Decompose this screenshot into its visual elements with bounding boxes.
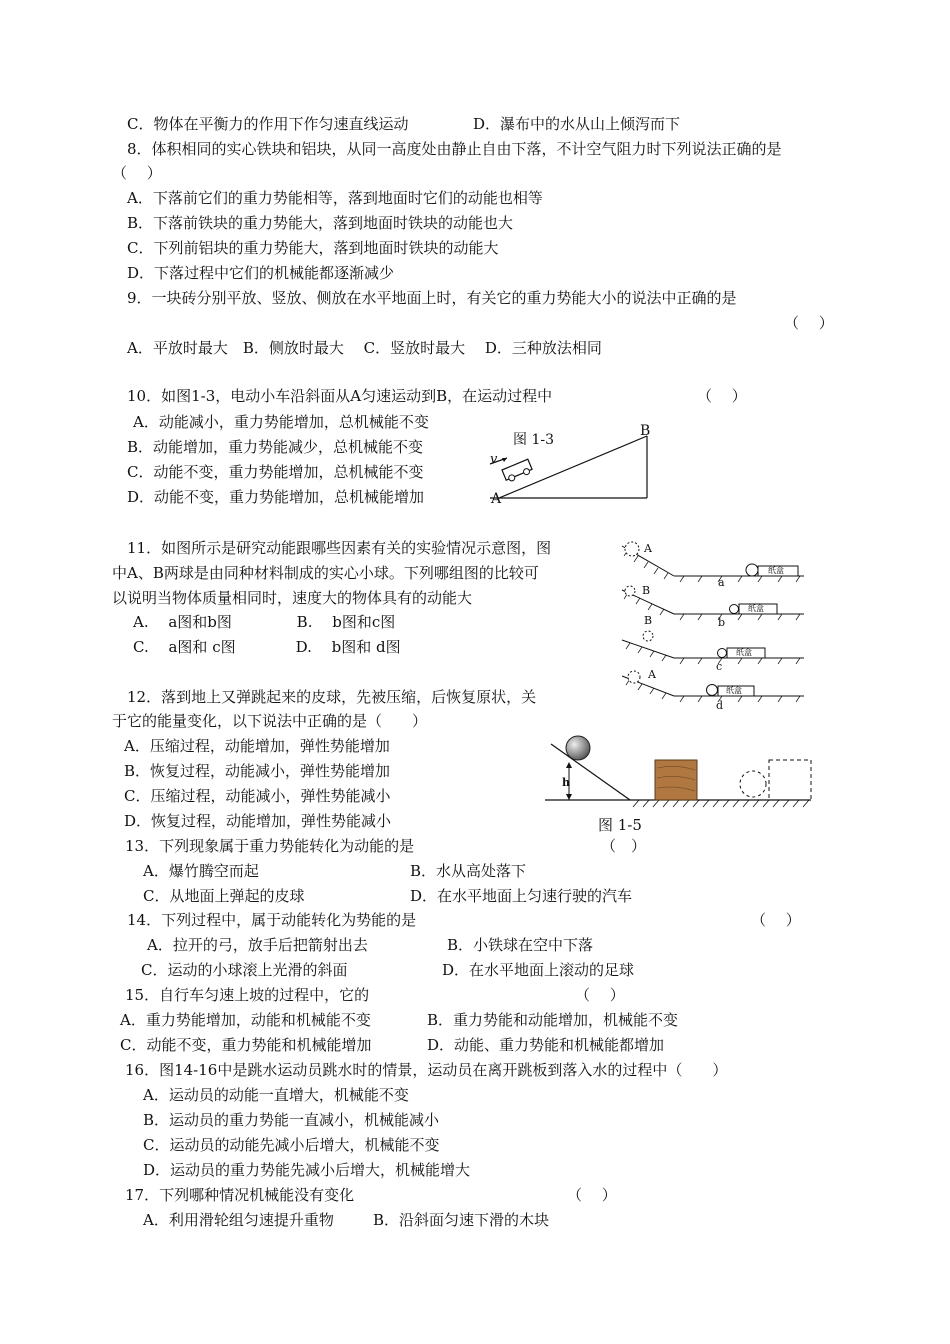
q17-option-a: A．利用滑轮组匀速提升重物 xyxy=(143,1211,334,1229)
ball-start-icon xyxy=(625,542,639,556)
q15-stem: 15．自行车匀速上坡的过程中，它的 xyxy=(125,986,370,1004)
ball-end-icon xyxy=(740,771,766,797)
q12-option-c: C．压缩过程，动能减小，弹性势能减小 xyxy=(124,787,391,805)
q10-option-a: A．动能减小，重力势能增加，总机械能不变 xyxy=(133,413,429,431)
q8-stem: 8．体积相同的实心铁块和铝块，从同一高度处由静止自由下落，不计空气阻力时下列说法正确的是 xyxy=(127,140,782,158)
q10-answer-paren: （ ） xyxy=(697,387,747,405)
q13-answer-paren: （ ） xyxy=(601,837,647,855)
q10-option-c: C．动能不变，重力势能增加，总机械能不变 xyxy=(127,463,424,481)
q14-stem: 14．下列过程中，属于动能转化为势能的是 xyxy=(127,911,417,929)
q8-answer-paren: （ ） xyxy=(112,164,162,182)
q12-option-a: A．压缩过程，动能增加，弹性势能增加 xyxy=(124,737,390,755)
q16-stem: 16．图14-16中是跳水运动员跳水时的情景，运动员在离开跳板到落入水的过程中（ ） xyxy=(125,1061,728,1079)
q11-stem-line3: 以说明当物体质量相同时，速度大的物体具有的动能大 xyxy=(112,589,473,607)
electric-cart-icon xyxy=(502,459,533,483)
q10-option-b: B．动能增加，重力势能减少，总机械能不变 xyxy=(127,438,424,456)
ball-icon xyxy=(746,564,758,576)
q9-options: A．平放时最大 B．侧放时最大 C．竖放时最大 D．三种放法相同 xyxy=(127,339,602,357)
q15-answer-paren: （ ） xyxy=(575,986,625,1004)
figure-1-3-incline xyxy=(485,420,660,510)
q13-stem: 13．下列现象属于重力势能转化为动能的是 xyxy=(125,837,415,855)
row-sub-label: c xyxy=(716,660,723,673)
q8-option-b: B．下落前铁块的重力势能大，落到地面时铁块的动能也大 xyxy=(127,214,514,232)
q9-answer-paren: （ ） xyxy=(784,314,834,332)
ball-start-icon xyxy=(628,671,640,683)
ball-label: B xyxy=(642,584,651,597)
experiment-row-d xyxy=(612,666,812,720)
ball-icon xyxy=(707,685,718,696)
paper-box-label: 纸盒 xyxy=(736,648,752,657)
q14-option-c: C．运动的小球滚上光滑的斜面 xyxy=(141,961,348,979)
q15-option-d: D．动能、重力势能和机械能都增加 xyxy=(427,1036,665,1054)
figure-1-5-ball-ramp xyxy=(543,730,815,810)
q14-option-b: B．小铁球在空中下落 xyxy=(447,936,594,954)
q16-option-c: C．运动员的动能先减小后增大，机械能不变 xyxy=(143,1136,440,1154)
q7-option-d: D．瀑布中的水从山上倾泻而下 xyxy=(473,115,681,133)
q13-option-d: D．在水平地面上匀速行驶的汽车 xyxy=(410,887,633,905)
q11-stem-line1: 11．如图所示是研究动能跟哪些因素有关的实验情况示意图，图 xyxy=(127,539,552,557)
figure-1-5-caption: 图 1-5 xyxy=(598,816,642,834)
q7-option-c: C．物体在平衡力的作用下作匀速直线运动 xyxy=(127,115,409,133)
q8-option-c: C．下列前铝块的重力势能大，落到地面时铁块的动能大 xyxy=(127,239,499,257)
q10-stem: 10．如图1-3，电动小车沿斜面从A匀速运动到B，在运动过程中 xyxy=(127,387,553,405)
q16-option-d: D．运动员的重力势能先减小后增大，机械能增大 xyxy=(143,1161,471,1179)
q16-option-a: A．运动员的动能一直增大，机械能不变 xyxy=(143,1086,409,1104)
q14-answer-paren: （ ） xyxy=(751,911,801,929)
paper-box-label: 纸盒 xyxy=(726,686,742,695)
q11-options-ab: A. a图和b图 B. b图和c图 xyxy=(133,613,396,631)
steel-ball-icon xyxy=(566,736,590,760)
ball-label: A xyxy=(644,542,652,555)
q16-option-b: B．运动员的重力势能一直减小，机械能减小 xyxy=(143,1111,440,1129)
q12-option-d: D．恢复过程，动能增加，弹性势能减小 xyxy=(124,812,392,830)
ball-start-icon xyxy=(643,631,653,641)
figure-1-3-label-v: v xyxy=(490,452,498,467)
figure-1-3-label-b: B xyxy=(640,423,651,439)
figure-1-3-caption: 图 1-3 xyxy=(513,432,554,448)
q14-option-a: A．拉开的弓，放手后把箭射出去 xyxy=(147,936,368,954)
q12-stem-line2: 于它的能量变化，以下说法中正确的是（ ） xyxy=(112,712,428,730)
q8-option-a: A．下落前它们的重力势能相等，落到地面时它们的动能也相等 xyxy=(127,189,543,207)
q14-option-d: D．在水平地面上滚动的足球 xyxy=(442,961,635,979)
q13-option-c: C．从地面上弹起的皮球 xyxy=(143,887,305,905)
q10-option-d: D．动能不变，重力势能增加，总机械能增加 xyxy=(127,488,425,506)
ball-label: A xyxy=(648,668,656,681)
q17-stem: 17．下列哪种情况机械能没有变化 xyxy=(125,1186,355,1204)
q8-option-d: D．下落过程中它们的机械能都逐渐减少 xyxy=(127,264,395,282)
row-sub-label: a xyxy=(718,576,725,589)
q15-option-b: B．重力势能和动能增加，机械能不变 xyxy=(427,1011,679,1029)
q17-answer-paren: （ ） xyxy=(567,1186,617,1204)
paper-box-label: 纸盒 xyxy=(768,566,784,575)
ball-icon xyxy=(730,605,739,614)
row-sub-label: d xyxy=(716,699,724,712)
q17-option-b: B．沿斜面匀速下滑的木块 xyxy=(373,1211,550,1229)
ball-label: B xyxy=(644,614,653,627)
wooden-block-icon xyxy=(655,760,697,800)
q13-option-b: B．水从高处落下 xyxy=(410,862,527,880)
figure-kinetic-energy-experiment xyxy=(612,536,812,718)
q11-stem-line2: 中A、B两球是由同种材料制成的实心小球。下列哪组图的比较可 xyxy=(112,564,539,582)
q15-option-a: A．重力势能增加，动能和机械能不变 xyxy=(120,1011,371,1029)
q12-option-b: B．恢复过程，动能减小，弹性势能增加 xyxy=(124,762,391,780)
q12-stem-line1: 12．落到地上又弹跳起来的皮球，先被压缩，后恢复原状，关 xyxy=(127,688,537,706)
ball-start-icon xyxy=(625,586,635,596)
q13-option-a: A．爆竹腾空而起 xyxy=(143,862,259,880)
paper-box-label: 纸盒 xyxy=(748,604,764,613)
ball-icon xyxy=(718,649,727,658)
q11-options-cd: C. a图和 c图 D. b图和 d图 xyxy=(133,638,401,656)
figure-1-5-label-h: h xyxy=(562,776,570,789)
row-sub-label: b xyxy=(718,616,726,629)
figure-1-3-label-a: A xyxy=(491,491,502,507)
block-end-icon xyxy=(769,760,811,800)
q9-stem: 9．一块砖分别平放、竖放、侧放在水平地面上时，有关它的重力势能大小的说法中正确的是 xyxy=(127,289,737,307)
q15-option-c: C．动能不变，重力势能和机械能增加 xyxy=(120,1036,372,1054)
